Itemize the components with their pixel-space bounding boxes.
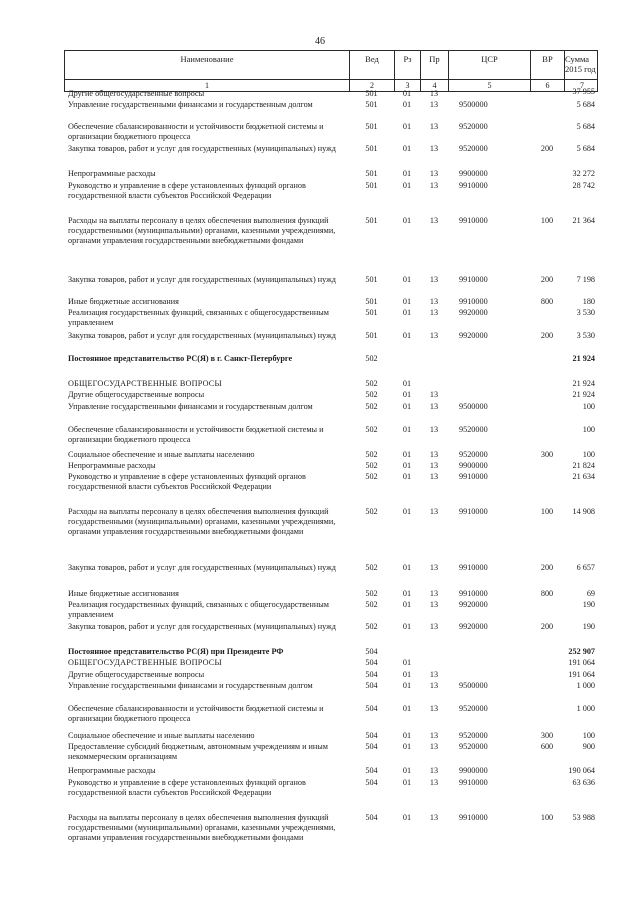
cell-sum: 63 636 bbox=[572, 778, 595, 787]
cell-name: Реализация государственных функций, связанных с общегосударственным управлением bbox=[68, 308, 329, 327]
cell-sum: 37 955 bbox=[572, 87, 595, 96]
cell-csr: 9500000 bbox=[459, 681, 488, 690]
cell-csr: 9920000 bbox=[459, 622, 488, 631]
cell-name: Другие общегосударственные вопросы bbox=[68, 89, 205, 98]
cell-pr: 13 bbox=[429, 275, 439, 284]
cell-sum: 3 530 bbox=[576, 308, 595, 317]
cell-rz: 01 bbox=[402, 731, 412, 740]
cell-pr: 13 bbox=[429, 563, 439, 572]
cell-vr: 200 bbox=[540, 275, 554, 284]
cell-ved: 501 bbox=[365, 308, 378, 317]
cell-vr: 200 bbox=[540, 144, 554, 153]
cell-name: Реализация государственных функций, связанных с общегосударственным управлением bbox=[68, 600, 329, 619]
cell-rz: 01 bbox=[402, 297, 412, 306]
col-number-7: 7 bbox=[580, 80, 584, 90]
cell-ved: 504 bbox=[365, 681, 378, 690]
cell-name: Закупка товаров, работ и услуг для государственных (муниципальных) нужд bbox=[68, 622, 336, 631]
cell-rz: 01 bbox=[402, 169, 412, 178]
cell-pr: 13 bbox=[429, 331, 439, 340]
cell-sum: 5 684 bbox=[576, 144, 595, 153]
cell-vr: 800 bbox=[540, 297, 554, 306]
cell-name: Закупка товаров, работ и услуг для государственных (муниципальных) нужд bbox=[68, 144, 336, 153]
cell-name: Иные бюджетные ассигнования bbox=[68, 297, 179, 306]
cell-pr: 13 bbox=[429, 622, 439, 631]
col-number-5: 5 bbox=[449, 79, 531, 91]
cell-pr: 13 bbox=[429, 461, 439, 470]
cell-csr: 9520000 bbox=[459, 122, 488, 131]
cell-pr: 13 bbox=[429, 425, 439, 434]
cell-rz: 01 bbox=[402, 472, 412, 481]
cell-name: Руководство и управление в сфере установленных функций органов государственной власти субъектов Российской Федерации bbox=[68, 181, 306, 200]
cell-rz: 01 bbox=[402, 658, 412, 667]
col-header-rz: Рз bbox=[395, 51, 421, 79]
cell-ved: 502 bbox=[365, 600, 378, 609]
cell-name: Руководство и управление в сфере установленных функций органов государственной власти субъектов Российской Федерации bbox=[68, 778, 306, 797]
cell-ved: 502 bbox=[365, 354, 378, 363]
cell-vr: 300 bbox=[540, 731, 554, 740]
cell-pr: 13 bbox=[429, 297, 439, 306]
cell-sum: 100 bbox=[582, 425, 595, 434]
cell-rz: 01 bbox=[402, 390, 412, 399]
col-header-name: Наименование bbox=[65, 51, 350, 79]
cell-ved: 504 bbox=[365, 813, 378, 822]
cell-name: Управление государственными финансами и государственным долгом bbox=[68, 100, 313, 109]
cell-rz: 01 bbox=[402, 100, 412, 109]
cell-ved: 504 bbox=[365, 704, 378, 713]
cell-name: Постоянное представительство РС(Я) при Президенте РФ bbox=[68, 647, 284, 656]
cell-sum: 21 924 bbox=[572, 379, 595, 388]
col-header-ved: Вед bbox=[350, 51, 395, 79]
cell-name: Обеспечение сбалансированности и устойчивости бюджетной системы и организации бюджетного процесса bbox=[68, 122, 324, 141]
cell-ved: 502 bbox=[365, 402, 378, 411]
cell-name: Непрограммные расходы bbox=[68, 766, 156, 775]
cell-rz: 01 bbox=[402, 425, 412, 434]
cell-vr: 200 bbox=[540, 622, 554, 631]
cell-pr: 13 bbox=[429, 402, 439, 411]
cell-pr: 13 bbox=[429, 742, 439, 751]
cell-pr: 13 bbox=[429, 308, 439, 317]
cell-rz: 01 bbox=[402, 670, 412, 679]
cell-sum: 190 064 bbox=[568, 766, 595, 775]
cell-sum: 5 684 bbox=[576, 100, 595, 109]
cell-name: Закупка товаров, работ и услуг для государственных (муниципальных) нужд bbox=[68, 563, 336, 572]
cell-csr: 9910000 bbox=[459, 275, 488, 284]
col-header-csr: ЦСР bbox=[449, 51, 531, 79]
cell-name: Расходы на выплаты персоналу в целях обеспечения выполнения функций государственными (муниципальными) органами, казенными учреждениями, органами управления государственными внебюджетными фондами bbox=[68, 216, 336, 245]
cell-ved: 501 bbox=[365, 122, 378, 131]
cell-ved: 502 bbox=[365, 461, 378, 470]
cell-sum: 21 634 bbox=[572, 472, 595, 481]
cell-name: Руководство и управление в сфере установленных функций органов государственной власти субъектов Российской Федерации bbox=[68, 472, 306, 491]
cell-ved: 504 bbox=[365, 731, 378, 740]
cell-csr: 9910000 bbox=[459, 778, 488, 787]
cell-pr: 13 bbox=[429, 390, 439, 399]
cell-ved: 504 bbox=[365, 670, 378, 679]
cell-ved: 501 bbox=[365, 89, 378, 98]
cell-rz: 01 bbox=[402, 813, 412, 822]
cell-vr: 200 bbox=[540, 331, 554, 340]
cell-name: ОБЩЕГОСУДАРСТВЕННЫЕ ВОПРОСЫ bbox=[68, 379, 222, 388]
cell-vr: 100 bbox=[540, 216, 554, 225]
cell-ved: 504 bbox=[365, 742, 378, 751]
cell-ved: 504 bbox=[365, 766, 378, 775]
cell-rz: 01 bbox=[402, 379, 412, 388]
cell-rz: 01 bbox=[402, 181, 412, 190]
cell-pr: 13 bbox=[429, 681, 439, 690]
cell-sum: 100 bbox=[582, 402, 595, 411]
cell-ved: 501 bbox=[365, 144, 378, 153]
cell-sum: 190 bbox=[582, 622, 595, 631]
cell-sum: 191 064 bbox=[568, 658, 595, 667]
table-header bbox=[64, 50, 598, 92]
cell-sum: 21 364 bbox=[572, 216, 595, 225]
cell-sum: 53 988 bbox=[572, 813, 595, 822]
cell-name: Закупка товаров, работ и услуг для государственных (муниципальных) нужд bbox=[68, 275, 336, 284]
col-number-2: 2 bbox=[350, 79, 395, 91]
cell-ved: 502 bbox=[365, 507, 378, 516]
cell-pr: 13 bbox=[429, 181, 439, 190]
cell-csr: 9520000 bbox=[459, 742, 488, 751]
cell-pr: 13 bbox=[429, 472, 439, 481]
cell-pr: 13 bbox=[429, 600, 439, 609]
cell-pr: 13 bbox=[429, 450, 439, 459]
cell-ved: 501 bbox=[365, 100, 378, 109]
cell-vr: 800 bbox=[540, 589, 554, 598]
cell-rz: 01 bbox=[402, 308, 412, 317]
cell-sum: 100 bbox=[582, 731, 595, 740]
cell-name: Социальное обеспечение и иные выплаты населению bbox=[68, 731, 255, 740]
cell-sum: 69 bbox=[586, 589, 595, 598]
cell-sum: 14 908 bbox=[572, 507, 595, 516]
cell-csr: 9920000 bbox=[459, 308, 488, 317]
cell-ved: 502 bbox=[365, 379, 378, 388]
cell-ved: 504 bbox=[365, 647, 378, 656]
cell-csr: 9910000 bbox=[459, 813, 488, 822]
cell-rz: 01 bbox=[402, 742, 412, 751]
cell-vr: 300 bbox=[540, 450, 554, 459]
cell-pr: 13 bbox=[429, 144, 439, 153]
cell-pr: 13 bbox=[429, 507, 439, 516]
cell-name: Постоянное представительство РС(Я) в г. Санкт-Петербурге bbox=[68, 354, 293, 363]
cell-rz: 01 bbox=[402, 563, 412, 572]
cell-csr: 9520000 bbox=[459, 450, 488, 459]
cell-rz: 01 bbox=[402, 122, 412, 131]
cell-pr: 13 bbox=[429, 704, 439, 713]
cell-name: Управление государственными финансами и государственным долгом bbox=[68, 402, 313, 411]
cell-csr: 9520000 bbox=[459, 704, 488, 713]
cell-csr: 9910000 bbox=[459, 216, 488, 225]
cell-sum: 5 684 bbox=[576, 122, 595, 131]
col-header-sum: Сумма 2015 год bbox=[565, 54, 596, 74]
cell-sum: 180 bbox=[582, 297, 595, 306]
cell-ved: 502 bbox=[365, 563, 378, 572]
cell-csr: 9920000 bbox=[459, 600, 488, 609]
cell-name: Иные бюджетные ассигнования bbox=[68, 589, 179, 598]
cell-vr: 600 bbox=[540, 742, 554, 751]
col-number-6: 6 bbox=[531, 79, 565, 91]
col-number-4: 4 bbox=[421, 79, 449, 91]
cell-rz: 01 bbox=[402, 766, 412, 775]
cell-sum: 32 272 bbox=[572, 169, 595, 178]
cell-ved: 502 bbox=[365, 390, 378, 399]
cell-pr: 13 bbox=[429, 778, 439, 787]
cell-csr: 9910000 bbox=[459, 563, 488, 572]
cell-csr: 9900000 bbox=[459, 169, 488, 178]
cell-pr: 13 bbox=[429, 731, 439, 740]
cell-sum: 100 bbox=[582, 450, 595, 459]
cell-name: Социальное обеспечение и иные выплаты населению bbox=[68, 450, 255, 459]
cell-ved: 504 bbox=[365, 658, 378, 667]
cell-sum: 3 530 bbox=[576, 331, 595, 340]
cell-csr: 9910000 bbox=[459, 507, 488, 516]
col-header-pr: Пр bbox=[421, 51, 449, 79]
cell-name: Расходы на выплаты персоналу в целях обеспечения выполнения функций государственными (муниципальными) органами, казенными учреждениями, органами управления государственными внебюджетными фондами bbox=[68, 507, 336, 536]
cell-name: Управление государственными финансами и государственным долгом bbox=[68, 681, 313, 690]
cell-ved: 502 bbox=[365, 589, 378, 598]
cell-rz: 01 bbox=[402, 622, 412, 631]
cell-name: Обеспечение сбалансированности и устойчивости бюджетной системы и организации бюджетного процесса bbox=[68, 704, 324, 723]
cell-ved: 501 bbox=[365, 297, 378, 306]
cell-vr: 200 bbox=[540, 563, 554, 572]
cell-ved: 502 bbox=[365, 425, 378, 434]
cell-rz: 01 bbox=[402, 89, 412, 98]
cell-rz: 01 bbox=[402, 507, 412, 516]
cell-pr: 13 bbox=[429, 89, 439, 98]
cell-pr: 13 bbox=[429, 100, 439, 109]
cell-name: Непрограммные расходы bbox=[68, 169, 156, 178]
cell-csr: 9910000 bbox=[459, 472, 488, 481]
cell-csr: 9520000 bbox=[459, 144, 488, 153]
cell-rz: 01 bbox=[402, 681, 412, 690]
cell-ved: 502 bbox=[365, 450, 378, 459]
cell-pr: 13 bbox=[429, 813, 439, 822]
cell-csr: 9500000 bbox=[459, 402, 488, 411]
cell-rz: 01 bbox=[402, 402, 412, 411]
cell-sum: 1 000 bbox=[576, 704, 595, 713]
cell-rz: 01 bbox=[402, 704, 412, 713]
cell-name: Другие общегосударственные вопросы bbox=[68, 670, 205, 679]
header-titles-row bbox=[65, 51, 597, 80]
cell-sum: 21 824 bbox=[572, 461, 595, 470]
cell-ved: 501 bbox=[365, 216, 378, 225]
cell-name: ОБЩЕГОСУДАРСТВЕННЫЕ ВОПРОСЫ bbox=[68, 658, 222, 667]
cell-name: Другие общегосударственные вопросы bbox=[68, 390, 205, 399]
cell-name: Закупка товаров, работ и услуг для государственных (муниципальных) нужд bbox=[68, 331, 336, 340]
cell-ved: 502 bbox=[365, 472, 378, 481]
cell-pr: 13 bbox=[429, 589, 439, 598]
cell-csr: 9900000 bbox=[459, 766, 488, 775]
cell-name: Расходы на выплаты персоналу в целях обеспечения выполнения функций государственными (муниципальными) органами, казенными учреждениями, органами управления государственными внебюджетными фондами bbox=[68, 813, 336, 842]
cell-rz: 01 bbox=[402, 461, 412, 470]
cell-name: Обеспечение сбалансированности и устойчивости бюджетной системы и организации бюджетного процесса bbox=[68, 425, 324, 444]
cell-rz: 01 bbox=[402, 275, 412, 284]
cell-sum: 191 064 bbox=[568, 670, 595, 679]
col-header-vr: ВР bbox=[531, 51, 565, 79]
cell-csr: 9910000 bbox=[459, 589, 488, 598]
cell-sum: 252 907 bbox=[568, 647, 595, 656]
cell-rz: 01 bbox=[402, 589, 412, 598]
cell-vr: 100 bbox=[540, 507, 554, 516]
cell-rz: 01 bbox=[402, 144, 412, 153]
cell-sum: 21 924 bbox=[572, 354, 595, 363]
cell-sum: 21 924 bbox=[572, 390, 595, 399]
cell-ved: 501 bbox=[365, 275, 378, 284]
cell-csr: 9910000 bbox=[459, 181, 488, 190]
cell-rz: 01 bbox=[402, 778, 412, 787]
cell-ved: 504 bbox=[365, 778, 378, 787]
cell-sum: 7 198 bbox=[576, 275, 595, 284]
cell-rz: 01 bbox=[402, 331, 412, 340]
cell-ved: 501 bbox=[365, 331, 378, 340]
cell-pr: 13 bbox=[429, 766, 439, 775]
cell-rz: 01 bbox=[402, 600, 412, 609]
cell-rz: 01 bbox=[402, 450, 412, 459]
cell-csr: 9910000 bbox=[459, 297, 488, 306]
cell-ved: 502 bbox=[365, 622, 378, 631]
cell-csr: 9920000 bbox=[459, 331, 488, 340]
cell-ved: 501 bbox=[365, 169, 378, 178]
cell-pr: 13 bbox=[429, 169, 439, 178]
cell-csr: 9520000 bbox=[459, 425, 488, 434]
cell-name: Непрограммные расходы bbox=[68, 461, 156, 470]
cell-csr: 9520000 bbox=[459, 731, 488, 740]
cell-ved: 501 bbox=[365, 181, 378, 190]
cell-sum: 190 bbox=[582, 600, 595, 609]
cell-csr: 9500000 bbox=[459, 100, 488, 109]
cell-sum: 6 657 bbox=[576, 563, 595, 572]
col-number-1: 1 bbox=[65, 79, 350, 91]
page-number: 46 bbox=[315, 36, 325, 47]
cell-vr: 100 bbox=[540, 813, 554, 822]
cell-pr: 13 bbox=[429, 216, 439, 225]
cell-name: Предоставление субсидий бюджетным, автономным учреждениям и иным некоммерческим организациям bbox=[68, 742, 328, 761]
cell-rz: 01 bbox=[402, 216, 412, 225]
cell-sum: 900 bbox=[582, 742, 595, 751]
cell-sum: 28 742 bbox=[572, 181, 595, 190]
cell-pr: 13 bbox=[429, 122, 439, 131]
cell-sum: 1 000 bbox=[576, 681, 595, 690]
cell-pr: 13 bbox=[429, 670, 439, 679]
col-number-3: 3 bbox=[395, 79, 421, 91]
cell-csr: 9900000 bbox=[459, 461, 488, 470]
